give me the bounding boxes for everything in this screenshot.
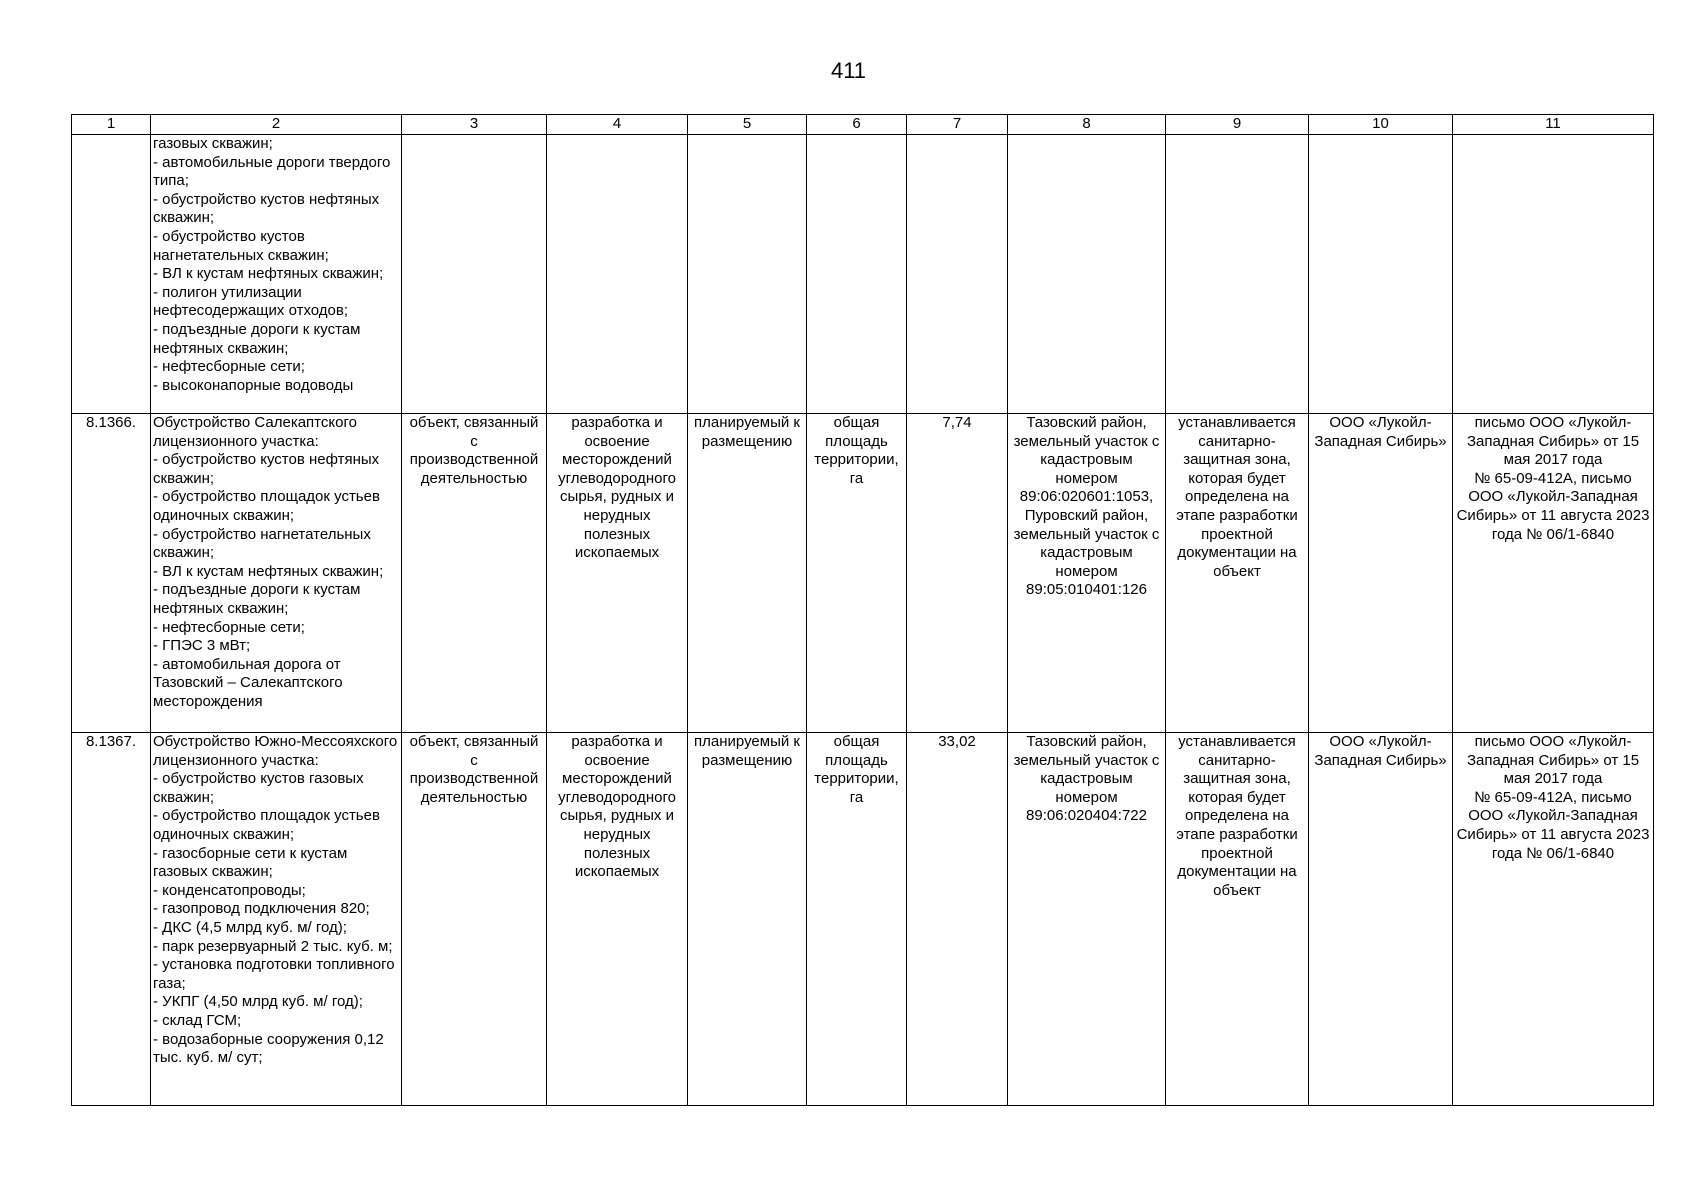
- object-value: 7,74: [907, 414, 1008, 733]
- column-header: 8: [1008, 115, 1166, 135]
- object-characteristic: [807, 135, 907, 414]
- object-purpose: разработка и освоение месторождений углеводородного сырья, рудных и нерудных полезных ископаемых: [547, 733, 688, 1106]
- object-purpose: разработка и освоение месторождений углеводородного сырья, рудных и нерудных полезных ископаемых: [547, 414, 688, 733]
- object-basis: письмо ООО «Лукойл-Западная Сибирь» от 15 мая 2017 года № 65-09-412А, письмо ООО «Лукойл-Западная Сибирь» от 11 августа 2023 года № 06/1-6840: [1453, 414, 1654, 733]
- column-header: 6: [807, 115, 907, 135]
- object-owner: ООО «Лукойл-Западная Сибирь»: [1309, 733, 1453, 1106]
- object-type: объект, связанный с производственной деятельностью: [402, 414, 547, 733]
- object-zone: устанавливается санитарно-защитная зона, которая будет определена на этапе разработки проектной документации на объект: [1166, 733, 1309, 1106]
- object-owner: ООО «Лукойл-Западная Сибирь»: [1309, 414, 1453, 733]
- row-number: 8.1366.: [72, 414, 151, 733]
- row-number: 8.1367.: [72, 733, 151, 1106]
- object-zone: [1166, 135, 1309, 414]
- column-header: 9: [1166, 115, 1309, 135]
- objects-table: [71, 114, 1654, 1106]
- object-status: планируемый к размещению: [688, 733, 807, 1106]
- page-number: 411: [830, 58, 867, 83]
- column-header: 1: [72, 115, 151, 135]
- column-header: 2: [151, 115, 402, 135]
- column-header: 7: [907, 115, 1008, 135]
- object-name: Обустройство Южно-Мессояхского лицензионного участка: - обустройство кустов газовых скважин; - обустройство площадок устьев одиночных скважин; - газосборные сети к кустам газовых скважин; - конденсатопроводы; - газопровод подключения 820; - ДКС (4,5 млрд куб. м/ год); - парк резервуарный 2 тыс. куб. м; - установка подготовки топливного газа; - УКПГ (4,50 млрд куб. м/ год); - склад ГСМ; - водозаборные сооружения 0,12 тыс. куб. м/ сут;: [151, 733, 402, 1106]
- column-header: 4: [547, 115, 688, 135]
- object-purpose: [547, 135, 688, 414]
- object-name: Обустройство Салекаптского лицензионного участка: - обустройство кустов нефтяных скважин; - обустройство площадок устьев одиночных скважин; - обустройство нагнетательных скважин; - ВЛ к кустам нефтяных скважин; - подъездные дороги к кустам нефтяных скважин; - нефтесборные сети; - ГПЭС 3 мВт; - автомобильная дорога от Тазовский – Салекаптского месторождения: [151, 414, 402, 733]
- object-value: 33,02: [907, 733, 1008, 1106]
- column-number-row: [72, 115, 1654, 135]
- object-type: объект, связанный с производственной деятельностью: [402, 733, 547, 1106]
- object-basis: письмо ООО «Лукойл-Западная Сибирь» от 15 мая 2017 года № 65-09-412А, письмо ООО «Лукойл-Западная Сибирь» от 11 августа 2023 года № 06/1-6840: [1453, 733, 1654, 1106]
- row-number: [72, 135, 151, 414]
- table-row: [72, 135, 1654, 414]
- column-header: 5: [688, 115, 807, 135]
- object-location: [1008, 135, 1166, 414]
- object-owner: [1309, 135, 1453, 414]
- column-header: 3: [402, 115, 547, 135]
- object-basis: [1453, 135, 1654, 414]
- object-characteristic: общая площадь территории, га: [807, 414, 907, 733]
- object-status: планируемый к размещению: [688, 414, 807, 733]
- table-row: [72, 733, 1654, 1106]
- object-name: газовых скважин; - автомобильные дороги твердого типа; - обустройство кустов нефтяных скважин; - обустройство кустов нагнетательных скважин; - ВЛ к кустам нефтяных скважин; - полигон утилизации нефтесодержащих отходов; - подъездные дороги к кустам нефтяных скважин; - нефтесборные сети; - высоконапорные водоводы: [151, 135, 402, 414]
- object-location: Тазовский район, земельный участок с кадастровым номером 89:06:020404:722: [1008, 733, 1166, 1106]
- column-header: 11: [1453, 115, 1654, 135]
- object-characteristic: общая площадь территории, га: [807, 733, 907, 1106]
- object-zone: устанавливается санитарно-защитная зона, которая будет определена на этапе разработки проектной документации на объект: [1166, 414, 1309, 733]
- object-value: [907, 135, 1008, 414]
- object-status: [688, 135, 807, 414]
- column-header: 10: [1309, 115, 1453, 135]
- table-row: [72, 414, 1654, 733]
- object-type: [402, 135, 547, 414]
- object-location: Тазовский район, земельный участок с кадастровым номером 89:06:020601:1053, Пуровский район, земельный участок с кадастровым номером 89:05:010401:126: [1008, 414, 1166, 733]
